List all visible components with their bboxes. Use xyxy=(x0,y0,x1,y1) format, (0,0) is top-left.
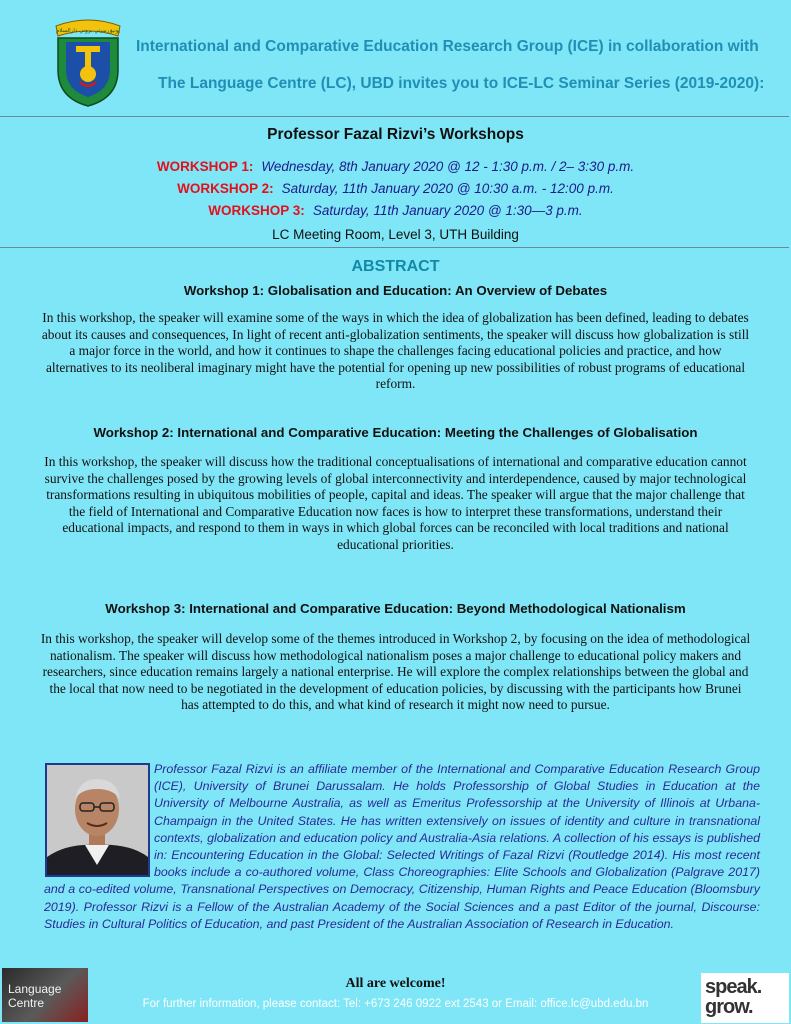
workshop-3-abstract-body: In this workshop, the speaker will develop some of the themes introduced in Workshop 2, by focusing on the idea of methodological nationalism. The speaker will discuss how methodological nationalism poses a major challenge to educational policy makers and researchers, since education remains largely a national enterprise. He will explore the complex relationships between the global and the local that now need to be negotiated in the development of education policies, by discussing with the participants how Brunei has attempted to do this, and what kind of research it might now need to pursue. xyxy=(40,631,751,713)
ubd-crest-logo xyxy=(52,12,124,108)
header-line-1: International and Comparative Education Research Group (ICE) in collaboration with xyxy=(136,38,759,55)
lc-logo-line-1: Language xyxy=(8,982,62,996)
workshop-2-row xyxy=(0,181,791,196)
workshop-2-datetime: Saturday, 11th January 2020 @ 10:30 a.m. - 12:00 p.m. xyxy=(281,181,614,196)
bio-photo-spacer xyxy=(44,761,152,877)
abstract-heading: ABSTRACT xyxy=(351,258,440,275)
sg-logo-line-1: speak. xyxy=(705,976,762,998)
page-header xyxy=(0,0,791,118)
page-footer xyxy=(0,964,791,1024)
workshop-3-datetime: Saturday, 11th January 2020 @ 1:30—3 p.m. xyxy=(312,203,583,218)
workshop-3-label: WORKSHOP 3: xyxy=(208,203,305,218)
lc-logo-line-2: Centre xyxy=(8,996,45,1010)
workshop-2-abstract-body: In this workshop, the speaker will discuss how the traditional conceptualisations of international and comparative education cannot survive the challenges posed by the growing levels of global interconnectivity and interdependence, caused by major technological transformations resulting in ubiquitous mobilities of people, capital and ideas. The speaker will argue that the major challenge that the field of International and Comparative Education now faces is how to interpret these transformations, understand their educational impacts, and respond to them in ways in which global forces can be reconciled with local traditions and national educational priorities. xyxy=(44,454,747,552)
crest-banner-text: يونيۏرسيتي بروني دارالسلام xyxy=(55,28,121,34)
workshop-3-abstract-title: Workshop 3: International and Comparative Education: Beyond Methodological Nationalism xyxy=(105,601,686,616)
speak-grow-logo xyxy=(701,973,789,1023)
contact-info: For further information, please contact: Tel: +673 246 0922 ext 2543 or Email: office.lc@ubd.edu.bn xyxy=(142,998,649,1010)
workshop-2-label: WORKSHOP 2: xyxy=(177,181,274,196)
speaker-bio-text: Professor Fazal Rizvi is an affiliate member of the International and Comparative Education Research Group (ICE), University of Brunei Darussalam. He holds Professorship of Global Studies in Education at the University of Melbourne Australia, as well as Emeritus Professorship at the University of Illinois at Urbana-Champaign in the United States. He has written extensively on issues of identity and culture in transnational contexts, globalization and education policy and Australia-Asia relations. A collection of his essays is published in: Encountering Education in the Global: Selected Writings of Fazal Rizvi (Routledge 2014). His most recent books include a co-authored volume, Class Choreographies: Elite Schools and Globalization (Palgrave 2017) and a co-edited volume, Transnational Perspectives on Democracy, Citizenship, Human Rights and Peace Education (Bloomsbury 2019). Professor Rizvi is a Fellow of the Australian Academy of the Social Sciences and a past Editor of the journal, Discourse: Studies in Cultural Politics of Education, and past President of the Australian Association of Research in Education. xyxy=(44,762,760,931)
workshop-1-datetime: Wednesday, 8th January 2020 @ 12 - 1:30 p.m. / 2– 3:30 p.m. xyxy=(261,159,635,174)
speaker-bio xyxy=(44,761,760,933)
workshop-1-label: WORKSHOP 1: xyxy=(156,159,254,174)
header-line-2: The Language Centre (LC), UBD invites you to ICE-LC Seminar Series (2019-2020): xyxy=(158,75,765,92)
workshop-1-row xyxy=(0,159,791,174)
workshop-1-abstract-title: Workshop 1: Globalisation and Education: An Overview of Debates xyxy=(183,283,608,298)
workshop-3-row xyxy=(0,203,791,218)
workshop-1-abstract-body: In this workshop, the speaker will examine some of the ways in which the idea of globalization has been defined, leading to debates about its causes and consequences, In light of recent anti-globalization sentiments, the speaker will discuss how globalization is still a major force in the world, and how it continues to shape the challenges facing educational policies and practice, and how alternatives to its neoliberal imaginary might have the potential for opening up new possibilities of robust programs of educational reform. xyxy=(41,310,750,392)
workshop-2-abstract-title: Workshop 2: International and Comparative Education: Meeting the Challenges of Globalisation xyxy=(93,425,698,440)
workshop-venue: LC Meeting Room, Level 3, UTH Building xyxy=(272,227,519,242)
welcome-text: All are welcome! xyxy=(345,976,446,991)
sg-logo-line-2: grow. xyxy=(705,996,753,1018)
workshops-title: Professor Fazal Rizvi’s Workshops xyxy=(267,126,524,143)
workshops-schedule-box xyxy=(0,116,789,248)
